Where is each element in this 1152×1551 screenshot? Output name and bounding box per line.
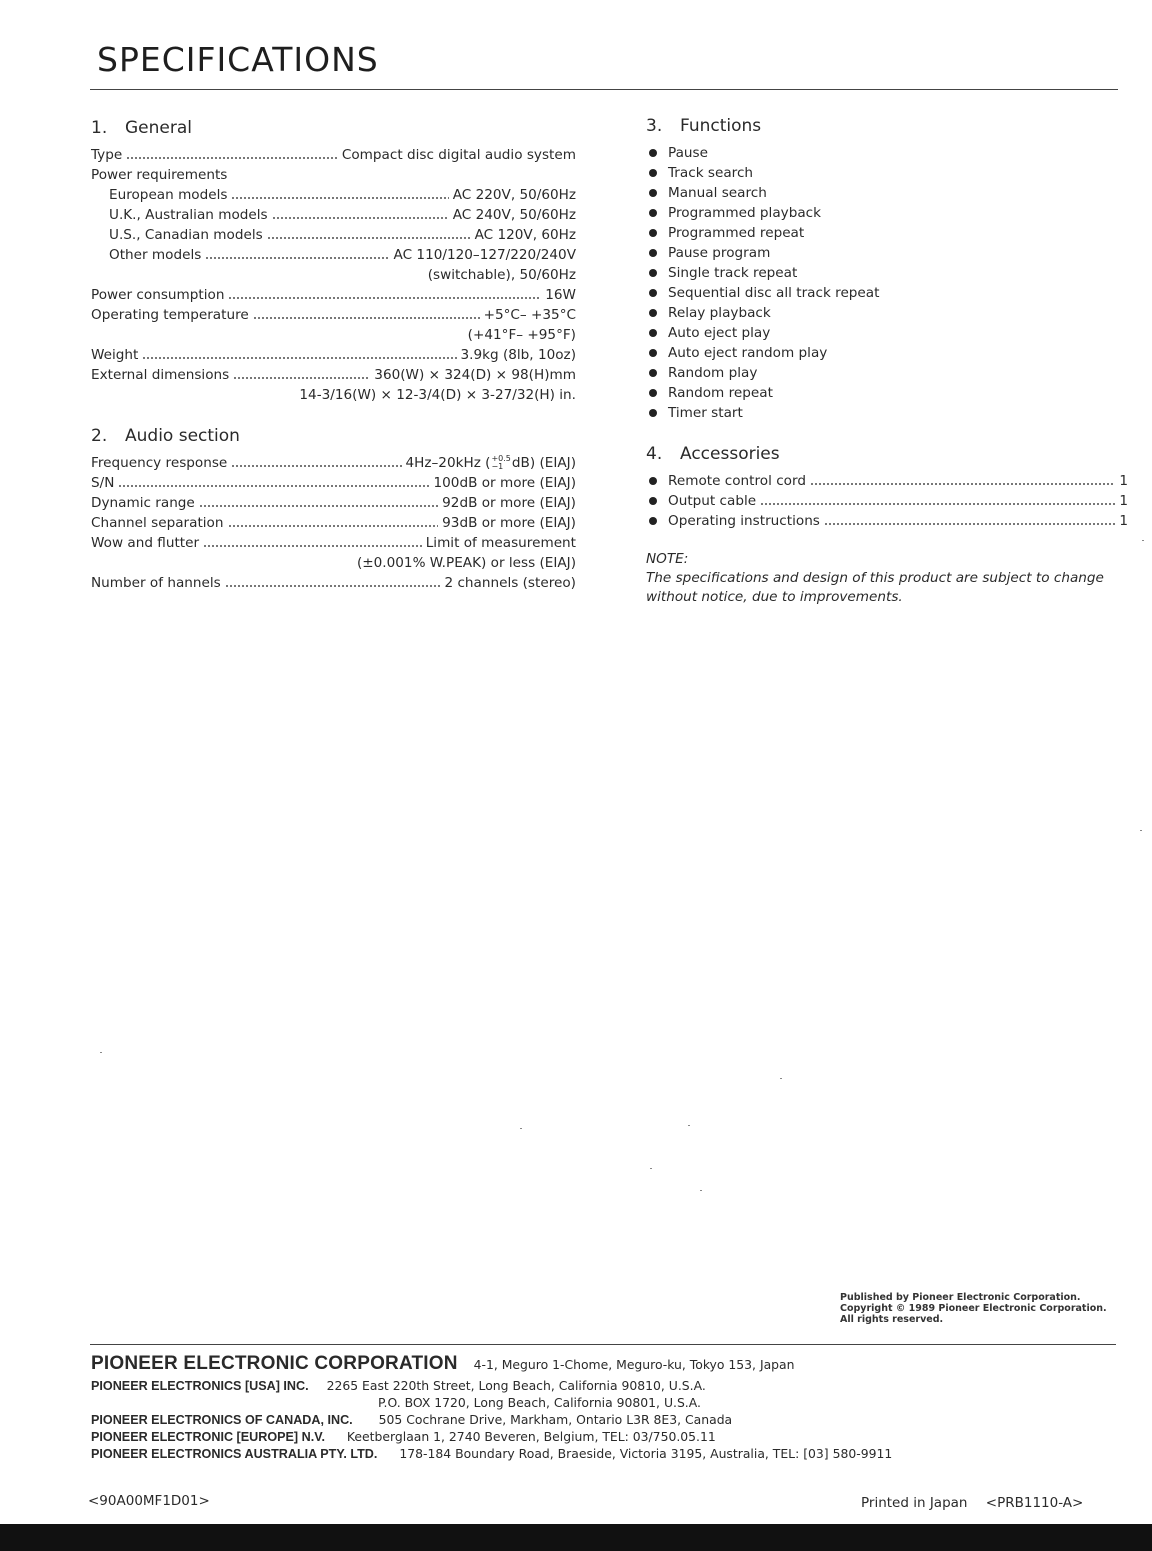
leader-dots [228,296,541,300]
spec-value: 93dB or more (EIAJ) [442,515,576,531]
spec-row-dynamic-range [91,493,576,513]
company-name: PIONEER ELECTRONIC [EUROPE] N.V. [91,1430,325,1444]
spec-row-wow-flutter [91,533,576,553]
printed-in: Printed in Japan [861,1495,968,1511]
spec-label: U.S., Canadian models [109,227,263,243]
section-number: 4. [646,444,663,464]
spec-row-type [91,145,576,165]
rights-line: All rights reserved. [840,1314,944,1325]
address-line-australia [91,1445,892,1462]
spec-label: Power consumption [91,287,225,303]
leader-dots [118,484,429,488]
freq-tolerance-bottom: −1 [491,462,504,471]
leader-dots [231,196,448,200]
list-item: Programmed playback [646,203,1128,223]
list-item: Relay playback [646,303,1128,323]
left-column [91,115,576,593]
list-item: Random play [646,363,1128,383]
spec-label: European models [109,187,228,203]
address-line-canada [91,1411,892,1428]
functions-list [646,143,1128,423]
scan-speck [650,1168,652,1169]
spec-row-european [91,185,576,205]
address-block [91,1350,892,1462]
accessory-row [646,471,1128,491]
note-heading: NOTE: [646,551,689,567]
accessory-row [646,491,1128,511]
publisher-block [840,1292,1107,1325]
section-number: 2. [91,426,108,446]
leader-dots [199,504,438,508]
spec-value: 2 channels (stereo) [444,575,576,591]
spec-value-continued: (+41°F– +95°F) [467,327,576,343]
spec-label: External dimensions [91,367,230,383]
leader-dots [142,356,456,360]
spec-value: AC 240V, 50/60Hz [452,207,576,223]
spec-row-uk-australian [91,205,576,225]
bullet-icon [649,209,657,217]
spec-value: 92dB or more (EIAJ) [442,495,576,511]
bullet-icon [649,229,657,237]
spec-row-other-models [91,245,576,265]
spec-value-continued: 14-3/16(W) × 12-3/4(D) × 3-27/32(H) in. [299,387,576,403]
scan-speck [520,1128,522,1129]
scan-speck [780,1078,782,1079]
list-item: Track search [646,163,1128,183]
address-line-europe [91,1428,892,1445]
spec-row-operating-temperature [91,305,576,325]
bullet-icon [649,289,657,297]
bullet-icon [649,269,657,277]
address-line-usa [91,1377,892,1394]
leader-dots [272,216,449,220]
list-item: Manual search [646,183,1128,203]
section-title: Audio section [125,426,240,446]
page-title: SPECIFICATIONS [97,40,379,79]
spec-label-power-requirements: Power requirements [91,167,228,183]
bullet-icon [649,149,657,157]
spec-row-us-canadian [91,225,576,245]
spec-value: +5°C– +35°C [483,307,576,323]
accessory-qty: 1 [1119,513,1128,529]
spec-value: 3.9kg (8lb, 10oz) [460,347,576,363]
list-item: Pause [646,143,1128,163]
bullet-icon [649,477,657,485]
spec-value-continued: (±0.001% W.PEAK) or less (EIAJ) [356,555,576,571]
spec-row-power-consumption [91,285,576,305]
leader-dots [253,316,480,320]
copyright-line: Copyright © 1989 Pioneer Electronic Corporation. [840,1303,1107,1314]
leader-dots [810,482,1115,486]
scan-speck [700,1190,702,1191]
bullet-icon [649,409,657,417]
scan-speck [688,1125,690,1126]
spec-value: AC 220V, 50/60Hz [452,187,576,203]
bullet-icon [649,329,657,337]
company-name: PIONEER ELECTRONICS [USA] INC. [91,1379,309,1393]
spec-value: Limit of measurement [425,535,576,551]
spec-label: Number of hannels [91,575,221,591]
spec-value-continued: (switchable), 50/60Hz [427,267,576,283]
accessory-qty: 1 [1119,473,1128,489]
right-column [646,113,1128,607]
section-title: General [125,118,192,138]
list-item: Auto eject random play [646,343,1128,363]
company-name: PIONEER ELECTRONIC CORPORATION [91,1353,458,1374]
company-name: PIONEER ELECTRONICS OF CANADA, INC. [91,1413,353,1427]
scan-speck [1142,540,1144,541]
company-address: 178-184 Boundary Road, Braeside, Victoria 3195, Australia, TEL: [03] 580-9911 [399,1446,893,1461]
section-accessories-heading [646,441,1128,471]
list-item: Random repeat [646,383,1128,403]
spec-value: 16W [545,287,576,303]
scan-speck [100,1052,102,1053]
list-item: Programmed repeat [646,223,1128,243]
section-title: Functions [680,116,762,136]
section-audio-heading [91,423,576,453]
company-address: Keetberglaan 1, 2740 Beveren, Belgium, TEL: 03/750.05.11 [346,1429,716,1444]
spec-label: Operating temperature [91,307,249,323]
leader-dots [126,156,338,160]
freq-unit: dB) (EIAJ) [511,455,576,471]
company-name: PIONEER ELECTRONICS AUSTRALIA PTY. LTD. [91,1447,378,1461]
section-general-heading [91,115,576,145]
section-title: Accessories [680,444,780,464]
spec-label: Weight [91,347,139,363]
spec-value [406,453,577,473]
freq-tolerance-top: +0.5 [491,454,511,463]
address-line-main [91,1350,892,1377]
company-address: 4-1, Meguro 1-Chome, Meguro-ku, Tokyo 153, Japan [473,1357,795,1372]
address-line-usa-po: P.O. BOX 1720, Long Beach, California 90801, U.S.A. [378,1395,701,1410]
bullet-icon [649,369,657,377]
spec-row-sn [91,473,576,493]
bullet-icon [649,169,657,177]
spec-label: Wow and flutter [91,535,200,551]
part-number: <PRB1110-A> [985,1495,1084,1511]
leader-dots [267,236,471,240]
spec-row-frequency-response [91,453,576,473]
company-address: 2265 East 220th Street, Long Beach, California 90810, U.S.A. [326,1378,706,1393]
document-code: <90A00MF1D01> [88,1493,210,1509]
spec-label: Type [91,147,123,163]
list-item: Pause program [646,243,1128,263]
spec-value: Compact disc digital audio system [341,147,576,163]
bullet-icon [649,517,657,525]
spec-label: U.K., Australian models [109,207,268,223]
bullet-icon [649,309,657,317]
spec-label: Dynamic range [91,495,195,511]
list-item: Auto eject play [646,323,1128,343]
print-info [861,1495,1083,1511]
spec-row-external-dimensions [91,365,576,385]
footer-rule [90,1344,1116,1345]
bullet-icon [649,249,657,257]
accessory-label: Operating instructions [668,513,820,529]
leader-dots [233,376,370,380]
spec-label: Other models [109,247,202,263]
section-number: 3. [646,116,663,136]
accessory-row [646,511,1128,531]
accessory-label: Output cable [668,493,757,509]
leader-dots [228,524,439,528]
note-text: The specifications and design of this product are subject to change without notice, due to improvements. [646,570,1104,605]
spec-value: 100dB or more (EIAJ) [433,475,576,491]
section-number: 1. [91,118,108,138]
scan-speck [1140,830,1142,831]
header-rule [90,89,1118,90]
accessory-qty: 1 [1119,493,1128,509]
list-item: Sequential disc all track repeat [646,283,1128,303]
publisher-line: Published by Pioneer Electronic Corporation. [840,1292,1081,1303]
spec-row-weight [91,345,576,365]
scan-edge-bar [0,1524,1152,1551]
spec-row-channel-separation [91,513,576,533]
leader-dots [225,584,441,588]
bullet-icon [649,497,657,505]
spec-value: AC 120V, 60Hz [474,227,576,243]
accessory-label: Remote control cord [668,473,806,489]
leader-dots [203,544,422,548]
spec-label: Channel separation [91,515,224,531]
spec-label: S/N [91,475,115,491]
freq-tolerance [491,455,510,471]
leader-dots [205,256,389,260]
freq-range: 4Hz–20kHz ( [405,455,491,471]
leader-dots [760,502,1115,506]
bullet-icon [649,189,657,197]
spec-row-number-of-channels [91,573,576,593]
spec-value: AC 110/120–127/220/240V [393,247,576,263]
list-item: Timer start [646,403,1128,423]
company-address: 505 Cochrane Drive, Markham, Ontario L3R 8E3, Canada [378,1412,733,1427]
leader-dots [231,464,401,468]
bullet-icon [649,349,657,357]
spec-label: Frequency response [91,455,228,471]
list-item: Single track repeat [646,263,1128,283]
leader-dots [824,522,1115,526]
section-functions-heading [646,113,1128,143]
bullet-icon [649,389,657,397]
spec-value: 360(W) × 324(D) × 98(H)mm [374,367,576,383]
